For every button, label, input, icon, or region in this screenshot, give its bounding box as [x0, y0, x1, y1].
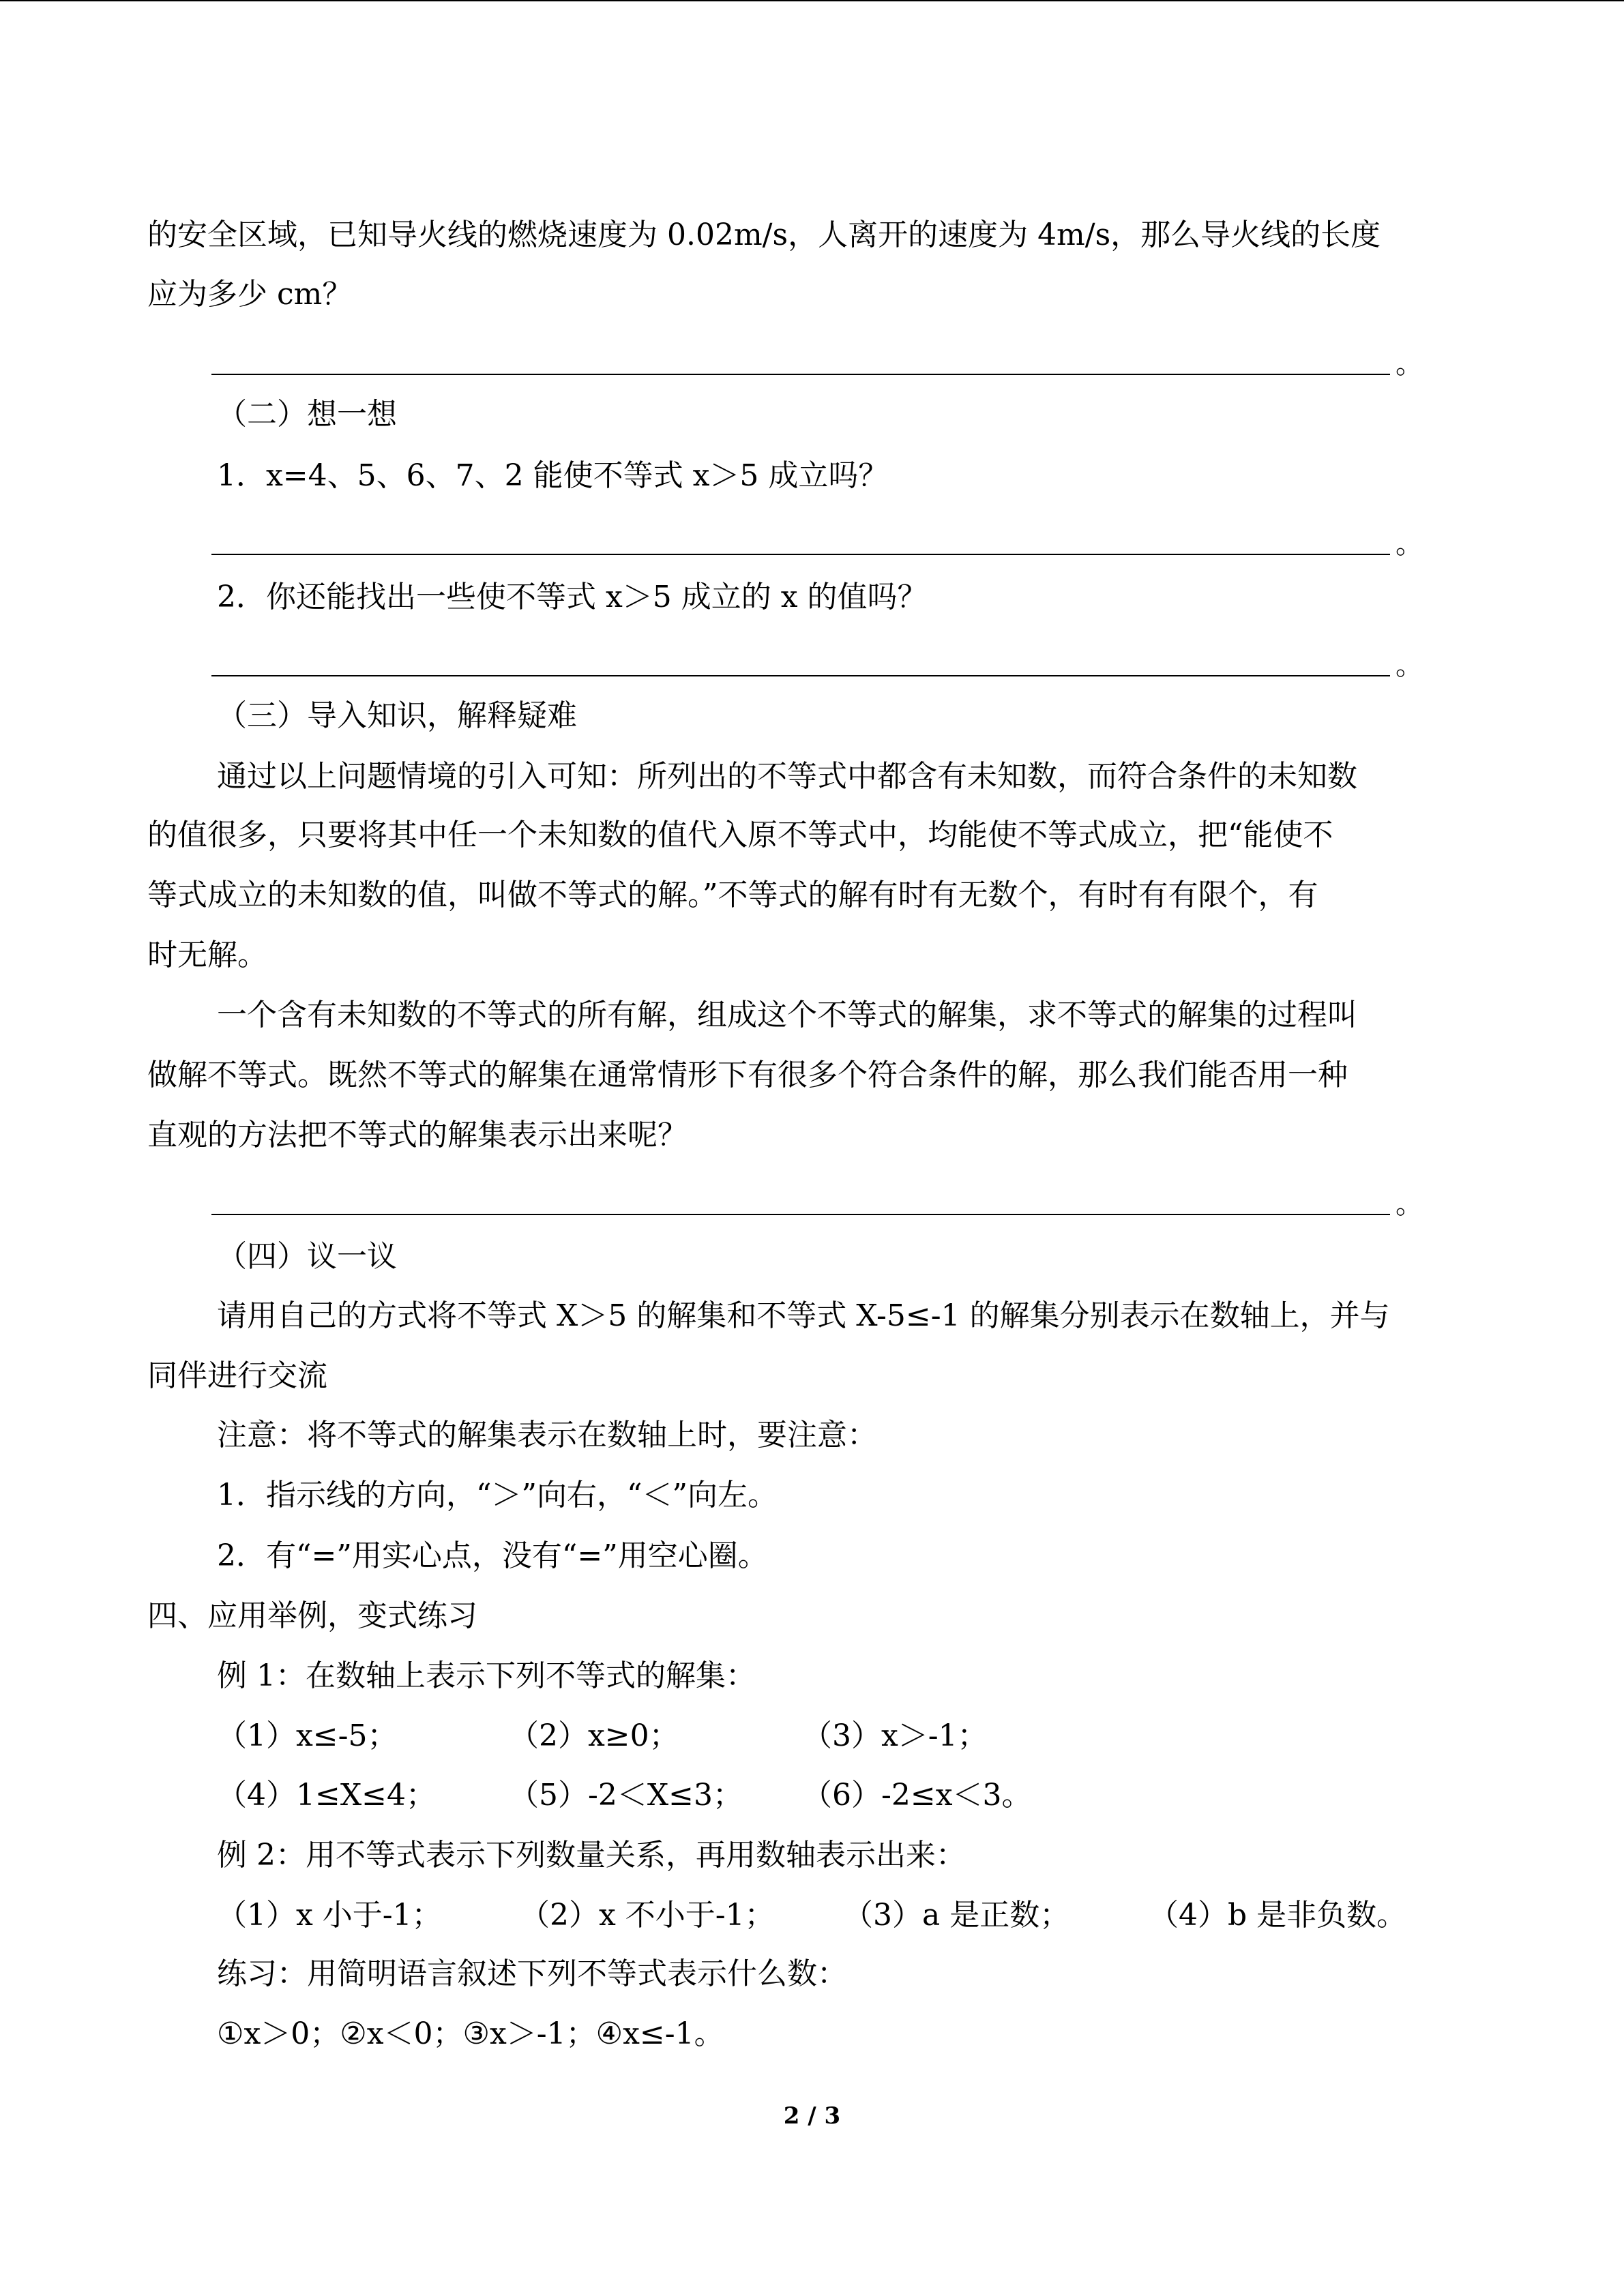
text-line: 注意：将不等式的解集表示在数轴上时，要注意：: [217, 1418, 877, 1452]
example2-item: （4）b 是非负数。: [1149, 1898, 1407, 1933]
answer-blank: [211, 554, 1390, 555]
answer-blank: [211, 675, 1390, 676]
answer-blank: [211, 374, 1390, 375]
text-line: 同伴进行交流: [147, 1358, 327, 1393]
example2-item: （3）a 是正数；: [843, 1898, 1070, 1933]
page-number: 2 / 3: [783, 2102, 841, 2130]
example-title: 例 1：在数轴上表示下列不等式的解集：: [217, 1658, 756, 1693]
question-item: 2．你还能找出一些使不等式 x＞5 成立的 x 的值吗？: [217, 580, 928, 614]
example-title: 例 2：用不等式表示下列数量关系，再用数轴表示出来：: [217, 1838, 966, 1873]
example1-item: （3）x＞-1；: [802, 1718, 988, 1753]
text-line: 请用自己的方式将不等式 X＞5 的解集和不等式 X-5≤-1 的解集分别表示在数轴上，并与: [217, 1298, 1390, 1333]
section-heading: （三）导入知识，解释疑难: [217, 698, 577, 733]
blank-period: 。: [1396, 650, 1423, 681]
section-heading: （二）想一想: [217, 397, 397, 432]
example1-item: （1）x≤-5；: [217, 1718, 398, 1753]
blank-period: 。: [1396, 348, 1423, 380]
text-line: 一个含有未知数的不等式的所有解，组成这个不等式的解集，求不等式的解集的过程叫: [217, 998, 1357, 1032]
top-border: [0, 0, 1624, 1]
section-heading: 四、应用举例，变式练习: [147, 1598, 477, 1633]
text-line: 时无解。: [147, 938, 267, 972]
answer-blank: [211, 1214, 1390, 1215]
section-heading: （四）议一议: [217, 1239, 397, 1274]
example2-item: （2）x 不小于-1；: [520, 1898, 775, 1933]
note-item: 2．有“=”用实心点，没有“=”用空心圈。: [217, 1538, 768, 1573]
text-line: 的值很多，只要将其中任一个未知数的值代入原不等式中，均能使不等式成立，把“能使不: [147, 818, 1333, 852]
text-line: 通过以上问题情境的引入可知：所列出的不等式中都含有未知数，而符合条件的未知数: [217, 759, 1357, 794]
question-item: 1．x=4、5、6、7、2 能使不等式 x＞5 成立吗？: [217, 458, 889, 493]
text-line: 直观的方法把不等式的解集表示出来呢？: [147, 1118, 688, 1152]
example1-item: （5）-2＜X≤3；: [509, 1778, 743, 1813]
exercise-items: ①x＞0；②x＜0；③x＞-1；④x≤-1。: [217, 2016, 724, 2051]
text-line: 应为多少 cm？: [147, 277, 353, 312]
example1-item: （6）-2≤x＜3。: [802, 1778, 1032, 1813]
example1-item: （4）1≤X≤4；: [217, 1778, 437, 1813]
blank-period: 。: [1396, 1189, 1423, 1220]
text-line: 的安全区域，已知导火线的燃烧速度为 0.02m/s，人离开的速度为 4m/s，那么导火线的长度: [147, 218, 1381, 252]
note-item: 1．指示线的方向，“＞”向右，“＜”向左。: [217, 1478, 778, 1512]
text-line: 做解不等式。既然不等式的解集在通常情形下有很多个符合条件的解，那么我们能否用一种: [147, 1058, 1348, 1092]
blank-period: 。: [1396, 528, 1423, 560]
exercise-title: 练习：用简明语言叙述下列不等式表示什么数：: [217, 1956, 847, 1991]
example1-item: （2）x≥0；: [509, 1718, 679, 1753]
example2-item: （1）x 小于-1；: [217, 1898, 442, 1933]
text-line: 等式成立的未知数的值，叫做不等式的解。”不等式的解有时有无数个，有时有有限个，有: [147, 878, 1318, 912]
